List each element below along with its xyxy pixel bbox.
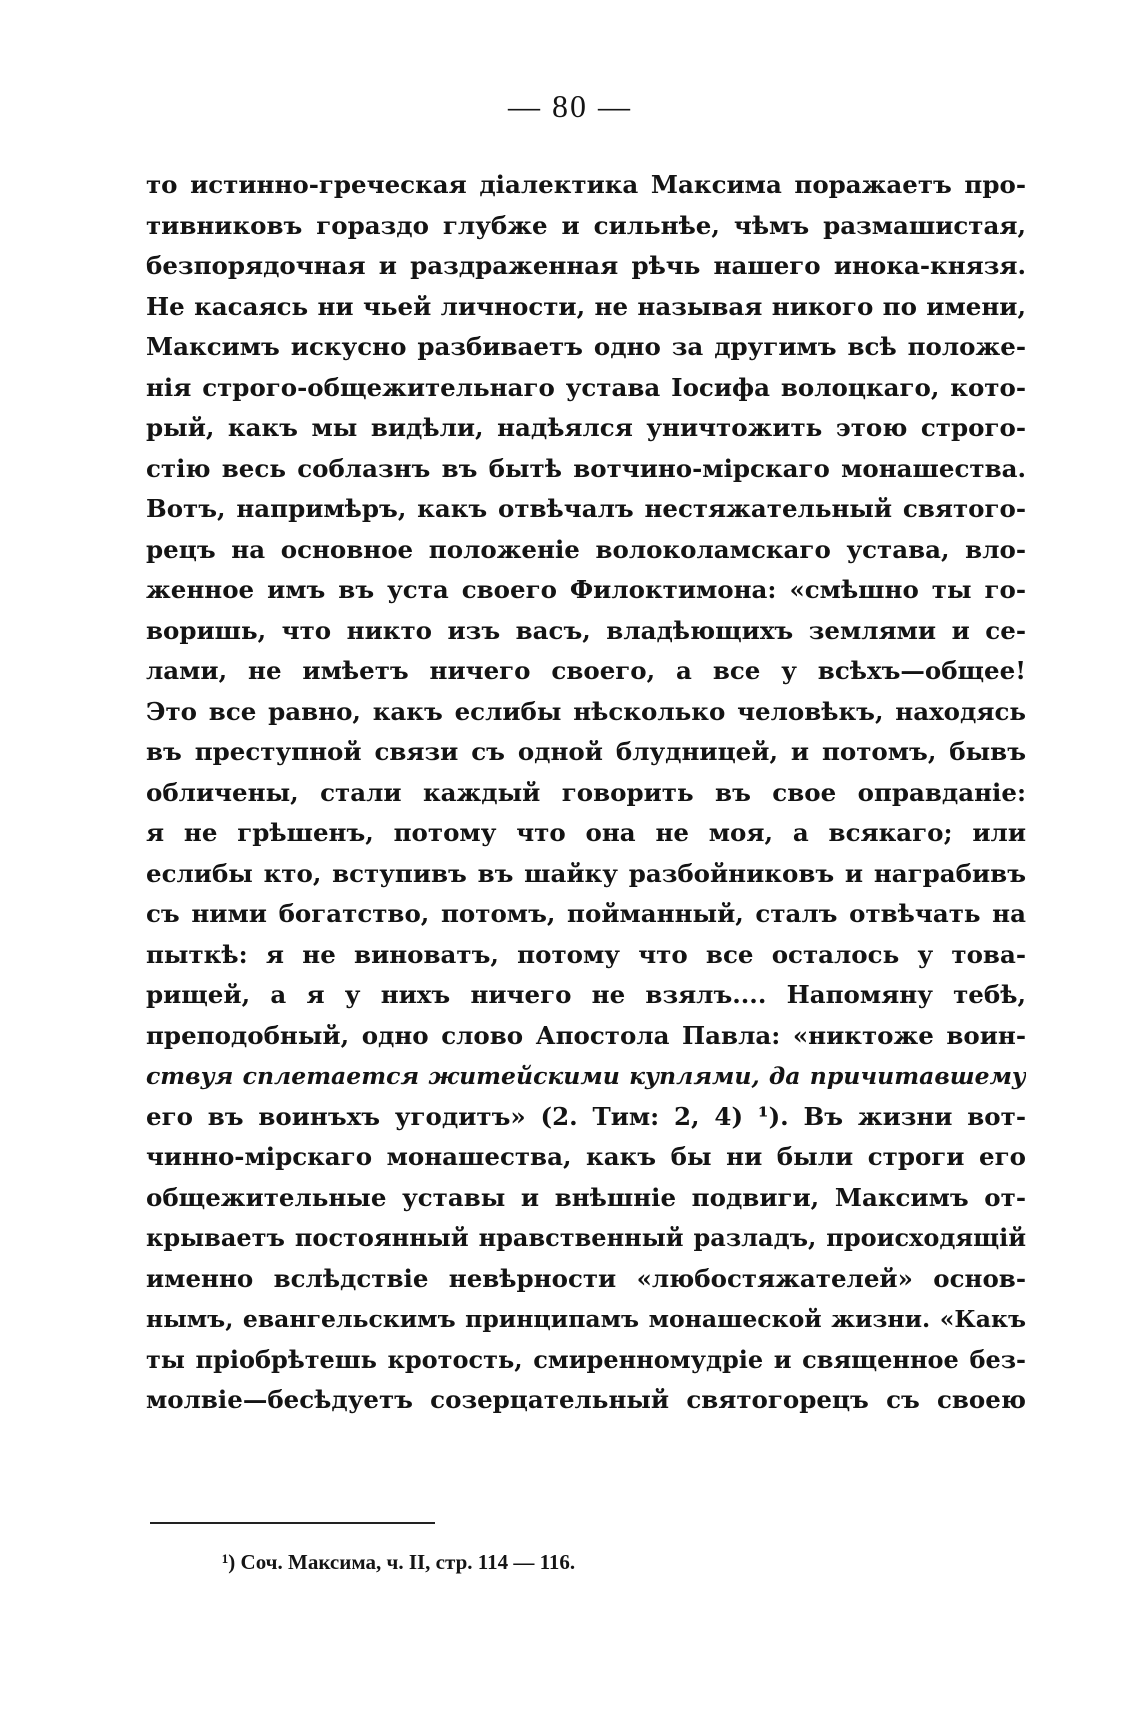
text-line: воришь, что никто изъ васъ, владѣющихъ землями и се- bbox=[146, 615, 1026, 645]
text-line: ствуя сплетается житейскими куплями, да причитавшему bbox=[146, 1062, 1026, 1090]
text-line: ты пріобрѣтешь кротость, смиренномудріе и священное без- bbox=[146, 1344, 1026, 1374]
text-line: еслибы кто, вступивъ въ шайку разбойниковъ и награбивъ bbox=[146, 858, 1026, 888]
footnote: ¹) Соч. Максима, ч. II, стр. 114 — 116. bbox=[222, 1550, 576, 1574]
text-line: пыткѣ: я не виноватъ, потому что все осталось у това- bbox=[146, 939, 1026, 969]
text-line: въ преступной связи съ одной блудницей, и потомъ, бывъ bbox=[146, 737, 1026, 766]
text-line: нымъ, евангельскимъ принципамъ монашеской жизни. «Какъ bbox=[146, 1305, 1026, 1333]
text-line: Максимъ искусно разбиваетъ одно за другимъ всѣ положе- bbox=[146, 332, 1026, 361]
text-line: лами, не имѣетъ ничего своего, а все у всѣхъ—общее! bbox=[146, 656, 1026, 685]
text-line: стію весь соблазнъ въ бытѣ вотчино-мірскаго монашества. bbox=[146, 453, 1026, 483]
page-number: — 80 — bbox=[508, 88, 632, 124]
text-line: его въ воинъхъ угодитъ» (2. Тим: 2, 4) ¹). Въ жизни вот- bbox=[146, 1101, 1026, 1131]
body-text bbox=[146, 165, 1026, 1421]
text-line: женное имъ въ уста своего Филоктимона: «смѣшно ты го- bbox=[146, 575, 1026, 604]
text-line: рецъ на основное положеніе волоколамскаго устава, вло- bbox=[146, 534, 1026, 564]
text-line: общежительные уставы и внѣшніе подвиги, Максимъ от- bbox=[146, 1182, 1026, 1212]
text-line: безпорядочная и раздраженная рѣчь нашего инока-князя. bbox=[146, 251, 1026, 280]
text-line: Вотъ, напримѣръ, какъ отвѣчалъ нестяжательный святого- bbox=[146, 494, 1026, 523]
text-line: нія строго-общежительнаго устава Іосифа волоцкаго, кото- bbox=[146, 372, 1026, 402]
footnote-divider bbox=[150, 1522, 435, 1524]
text-line: обличены, стали каждый говорить въ свое оправданіе: bbox=[146, 777, 1026, 807]
text-line: то истинно-греческая діалектика Максима поражаетъ про- bbox=[146, 170, 1026, 199]
text-line: рищей, а я у нихъ ничего не взялъ.... Напомяну тебѣ, bbox=[146, 980, 1026, 1009]
text-line: преподобный, одно слово Апостола Павла: «никтоже воин- bbox=[146, 1020, 1026, 1050]
text-line: я не грѣшенъ, потому что она не моя, а всякаго; или bbox=[146, 818, 1026, 847]
text-line: молвіе—бесѣдуетъ созерцательный святогорецъ съ своею bbox=[146, 1385, 1026, 1414]
text-line: рый, какъ мы видѣли, надѣялся уничтожить этою строго- bbox=[146, 413, 1026, 442]
text-line: Это все равно, какъ еслибы нѣсколько человѣкъ, находясь bbox=[146, 696, 1026, 726]
text-line: Не касаясь ни чьей личности, не называя никого по имени, bbox=[146, 291, 1026, 321]
text-line: съ ними богатство, потомъ, пойманный, сталъ отвѣчать на bbox=[146, 899, 1026, 928]
text-line: крываетъ постоянный нравственный разладъ, происходящій bbox=[146, 1223, 1026, 1252]
text-line: чинно-мірскаго монашества, какъ бы ни были строги его bbox=[146, 1142, 1026, 1171]
text-line: тивниковъ гораздо глубже и сильнѣе, чѣмъ размашистая, bbox=[146, 210, 1026, 240]
text-line: именно вслѣдствіе невѣрности «любостяжателей» основ- bbox=[146, 1263, 1026, 1293]
